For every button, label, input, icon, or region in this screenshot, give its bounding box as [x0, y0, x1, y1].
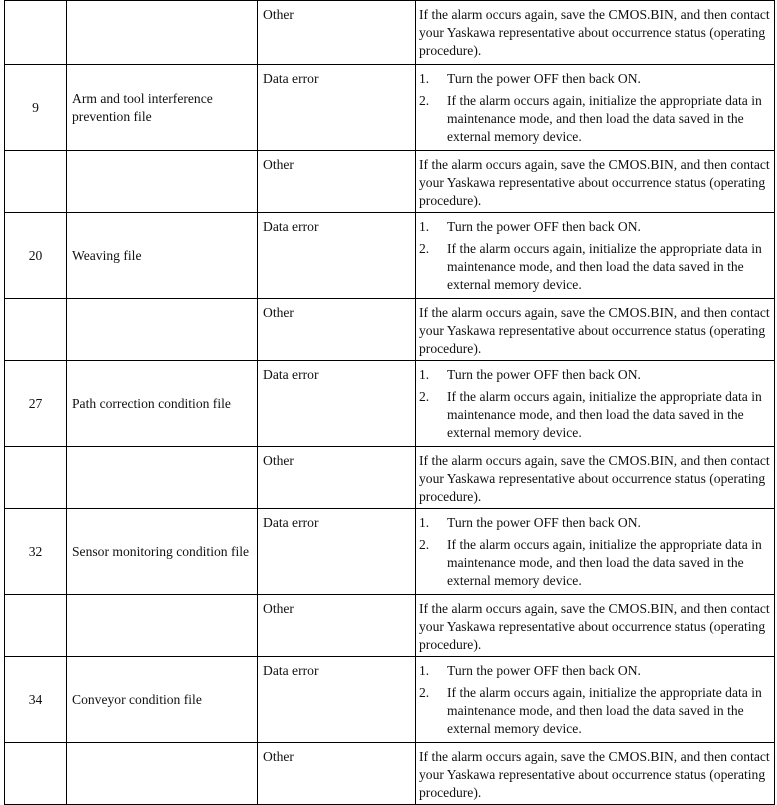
- remedy: If the alarm occurs again, save the CMOS.BIN, and then contact your Yaskawa representative about occurrence status (operating procedure).: [416, 299, 775, 361]
- remedy: If the alarm occurs again, save the CMOS.BIN, and then contact your Yaskawa representative about occurrence status (operating procedure).: [416, 595, 775, 657]
- table-row: [5, 361, 775, 447]
- list-item: 2. If the alarm occurs again, initialize the appropriate data in maintenance mode, and then load the data saved in the external memory device.: [419, 93, 762, 144]
- file-name: Sensor monitoring condition file: [67, 509, 258, 595]
- remedy: [416, 657, 775, 743]
- condition: Other: [258, 595, 416, 657]
- condition: Other: [258, 151, 416, 213]
- remedy-steps: [419, 366, 770, 442]
- list-item: 1. Turn the power OFF then back ON.: [419, 367, 641, 382]
- file-name: Conveyor condition file: [67, 657, 258, 743]
- file-number: 9: [5, 65, 67, 151]
- list-item: 1. Turn the power OFF then back ON.: [419, 515, 641, 530]
- remedy-steps: [419, 218, 770, 294]
- file-number: 32: [5, 509, 67, 595]
- condition: Data error: [258, 213, 416, 299]
- remedy: If the alarm occurs again, save the CMOS.BIN, and then contact your Yaskawa representative about occurrence status (operating procedure).: [416, 743, 775, 805]
- list-item: 1. Turn the power OFF then back ON.: [419, 71, 641, 86]
- file-number: [5, 447, 67, 509]
- list-item: 1. Turn the power OFF then back ON.: [419, 219, 641, 234]
- list-item: 2. If the alarm occurs again, initialize the appropriate data in maintenance mode, and then load the data saved in the external memory device.: [419, 389, 762, 440]
- list-item: 2. If the alarm occurs again, initialize the appropriate data in maintenance mode, and then load the data saved in the external memory device.: [419, 537, 762, 588]
- table-row: [5, 65, 775, 151]
- table-row: [5, 509, 775, 595]
- table-row: [5, 743, 775, 805]
- file-name: [67, 447, 258, 509]
- list-item: 2. If the alarm occurs again, initialize the appropriate data in maintenance mode, and then load the data saved in the external memory device.: [419, 241, 762, 292]
- condition: Data error: [258, 361, 416, 447]
- table-row: [5, 657, 775, 743]
- condition: Other: [258, 299, 416, 361]
- condition: Data error: [258, 657, 416, 743]
- list-item: 2. If the alarm occurs again, initialize the appropriate data in maintenance mode, and then load the data saved in the external memory device.: [419, 685, 762, 736]
- condition: Data error: [258, 509, 416, 595]
- table-row: [5, 447, 775, 509]
- file-name: [67, 299, 258, 361]
- file-number: [5, 151, 67, 213]
- file-number: [5, 1, 67, 65]
- file-number: [5, 299, 67, 361]
- file-number: 34: [5, 657, 67, 743]
- file-name: [67, 151, 258, 213]
- remedy: If the alarm occurs again, save the CMOS.BIN, and then contact your Yaskawa representative about occurrence status (operating procedure).: [416, 151, 775, 213]
- file-name: [67, 743, 258, 805]
- remedy-steps: [419, 514, 770, 590]
- remedy: [416, 361, 775, 447]
- remedy-steps: [419, 662, 770, 738]
- file-name: Arm and tool interference prevention file: [67, 65, 258, 151]
- file-number: [5, 743, 67, 805]
- file-name: Path correction condition file: [67, 361, 258, 447]
- remedy: [416, 213, 775, 299]
- file-number: [5, 595, 67, 657]
- file-name: [67, 595, 258, 657]
- file-name: [67, 1, 258, 65]
- remedy: [416, 509, 775, 595]
- condition: Other: [258, 743, 416, 805]
- condition: Other: [258, 447, 416, 509]
- file-name: Weaving file: [67, 213, 258, 299]
- table-row: [5, 213, 775, 299]
- table-row: [5, 1, 775, 65]
- file-number: 20: [5, 213, 67, 299]
- table-row: [5, 595, 775, 657]
- table-row: [5, 151, 775, 213]
- table-row: [5, 299, 775, 361]
- remedy: If the alarm occurs again, save the CMOS.BIN, and then contact your Yaskawa representative about occurrence status (operating procedure).: [416, 447, 775, 509]
- remedy: If the alarm occurs again, save the CMOS.BIN, and then contact your Yaskawa representative about occurrence status (operating procedure).: [416, 1, 775, 65]
- remedy: [416, 65, 775, 151]
- condition: Data error: [258, 65, 416, 151]
- remedy-steps: [419, 70, 770, 146]
- file-number: 27: [5, 361, 67, 447]
- list-item: 1. Turn the power OFF then back ON.: [419, 663, 641, 678]
- alarm-table: [4, 0, 775, 805]
- condition: Other: [258, 1, 416, 65]
